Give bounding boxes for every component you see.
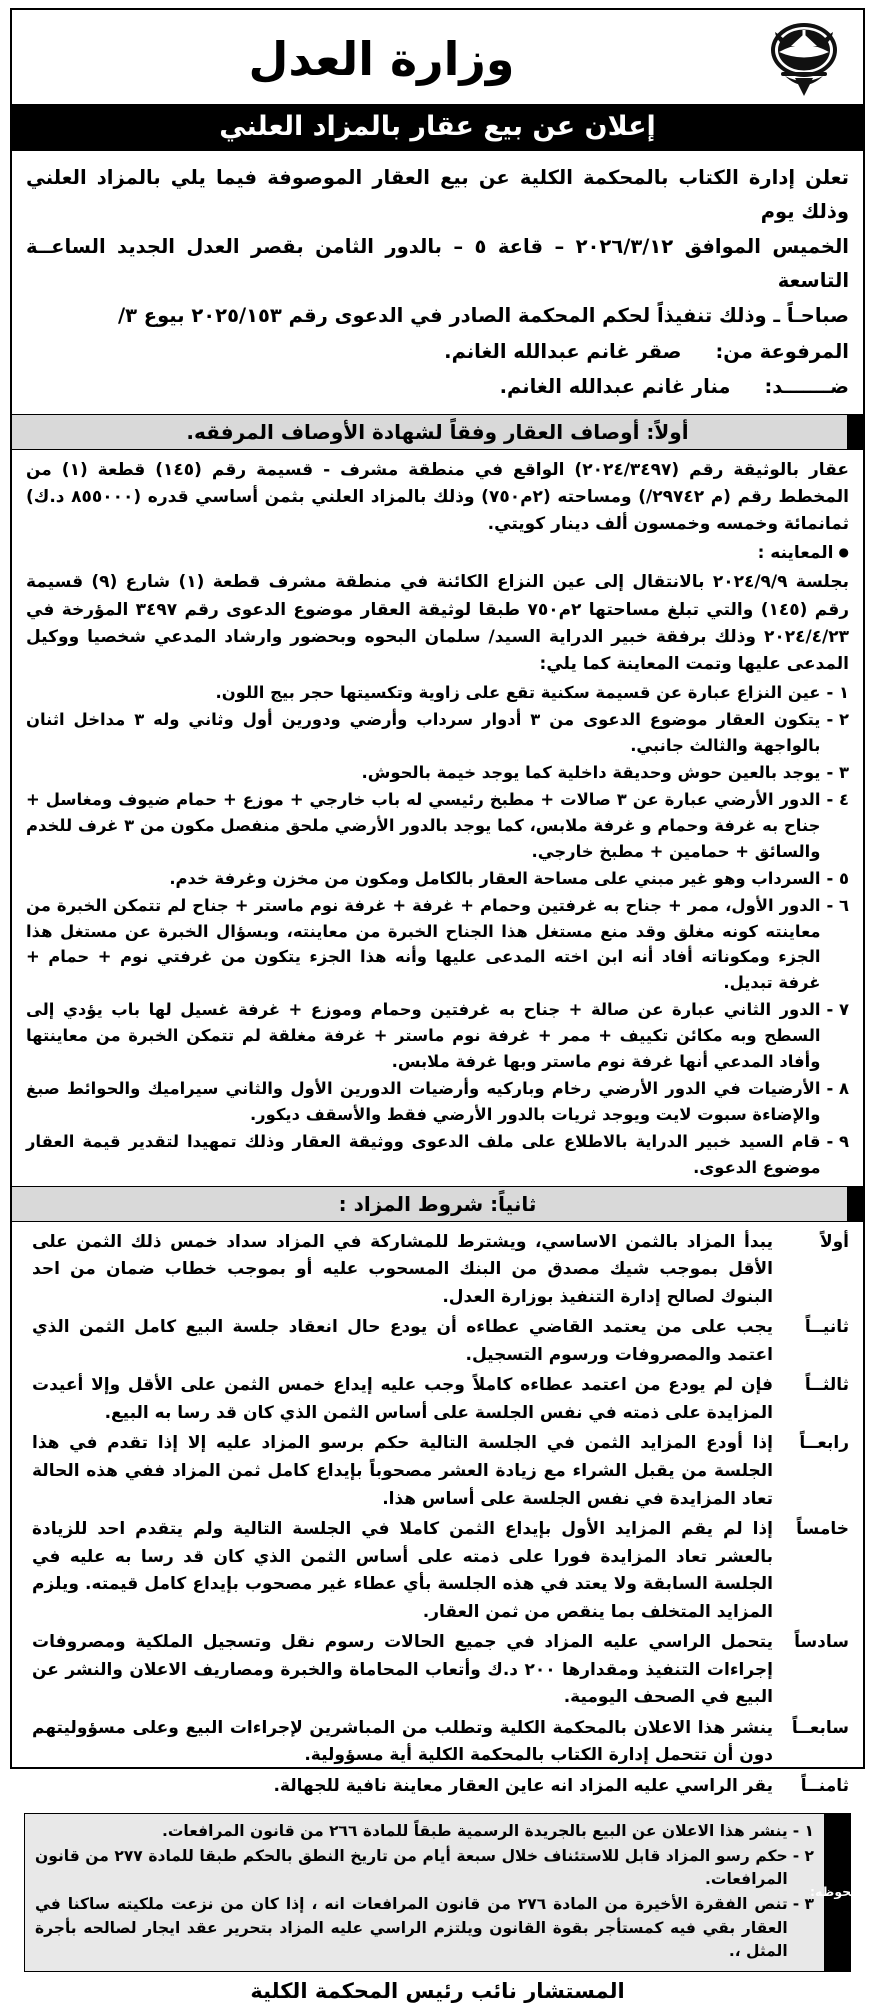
list-item [26,707,849,759]
list-item-text: الأرضيات في الدور الأرضي رخام وباركيه وأرضيات الدورين الأول والثاني سيراميك والحوائط صبغ والإضاءة سبوت لايت ويوجد ثريات بالدور الأرضي فقط والأسقف ديكور. [26,1079,821,1124]
condition-text: يبدأ المزاد بالثمن الاساسي، ويشترط للمشاركة في المزاد سداد خمس ذلك الثمن على الأقل بموجب شيك مصدق من البنك المسحوب عليه أو بموجب خطاب ضمان من احد البنوك لصالح إدارة التنفيذ بوزارة العدل. [32,1231,773,1307]
plaintiff-label: المرفوعة من: [715,339,849,363]
condition-label: سابعــاً [791,1717,849,1738]
condition-label: سادساً [794,1632,849,1653]
condition-item [32,1715,849,1770]
footnote-item [35,1893,814,1964]
list-item-text: يوجد بالعين حوش وحديقة داخلية كما يوجد خيمة بالحوش. [361,762,821,782]
signature-block [12,1972,863,2006]
footnote-side-label: ملحوظه: [824,1814,850,1970]
condition-label: ثالثــاً [804,1375,849,1396]
condition-label: رابعــاً [799,1433,849,1454]
footnote-item [35,1820,814,1844]
list-item [26,680,849,706]
condition-item [32,1314,849,1369]
list-item-number: ٥ - [826,868,849,888]
footnote-text: تنص الفقرة الأخيرة من المادة ٢٧٦ من قانون المرافعات انه ، إذا كان من نزعت ملكيته ساكنا في العقار بقي فيه كمستأجر بقوة القانون ويلتزم الراسي عليه المزاد بتحرير عقد ايجار لصالحه بأجرة المثل ،. [35,1895,788,1961]
condition-item [32,1773,849,1801]
list-item [26,1129,849,1181]
list-item-text: السرداب وهو غير مبني على مساحة العقار بالكامل ومكون من مخزن وغرفة خدم. [169,868,821,888]
condition-item [32,1372,849,1427]
section2-title: ثانياً: شروط المزاد : [338,1191,537,1216]
section-bar-auction-conditions [12,1186,863,1222]
condition-label: خامساً [796,1519,849,1540]
footnote-body [25,1814,824,1970]
list-item [26,866,849,892]
condition-text: يتحمل الراسي عليه المزاد في جميع الحالات رسوم نقل وتسجيل الملكية ومصروفات إجراءات التنفيذ ومقدارها ٢٠٠ د.ك وأتعاب المحاماة والخبرة ومصاريف الاعلان والنشر عن البيع في الصحف اليومية. [32,1632,773,1708]
condition-item [32,1430,849,1513]
condition-text: إذا لم يقم المزايد الأول بإيداع الثمن كاملا في الجلسة التالية ولم يتقدم احد للزيادة بالعشر تعاد المزايدة فورا على ذمته على أساس الثمن الذي كان قد رسا به عليه في الجلسة السابقة ولا يعتد في هذه الجلسة بأي عطاء غير مصحوب بإيداع كامل قيمته. ويلزم المزايد المتخلف بما ينقص من ثمن العقار. [32,1519,773,1622]
condition-label: أولاً [819,1231,849,1252]
footnote-text: ينشر هذا الاعلان عن البيع بالجريدة الرسمية طبقاً للمادة ٢٦٦ من قانون المرافعات. [161,1822,788,1841]
list-item [26,997,849,1075]
condition-text: فإن لم يودع من اعتمد عطاءه كاملاً وجب عليه إيداع خمس الثمن على الأقل وإلا أعيدت المزايدة على ذمته في نفس الجلسة على أساس الثمن الذي كان قد رسا به البيع. [32,1375,773,1423]
intro-line-3: صباحـاً ـ وذلك تنفيذاً لحكم المحكمة الصادر في الدعوى رقم ٢٠٢٥/١٥٣ بيوع ٣/ [117,304,849,328]
footnote-item [35,1845,814,1892]
list-item-text: قام السيد خبير الدراية بالاطلاع على ملف الدعوى ووثيقة العقار وذلك تمهيدا لتقدير قيمة العقار موضوع الدعوى. [26,1131,821,1177]
condition-item [32,1629,849,1712]
signature-line: المستشار نائب رئيس المحكمة الكلية [250,1978,625,2003]
footnote-text: حكم رسو المزاد قابل للاستئناف خلال سبعة أيام من تاريخ النطق بالحكم طبقا للمادة ٢٧٧ من قانون المرافعات. [35,1846,788,1889]
section2-body [12,1222,863,1810]
footnote-number: ٢ - [792,1846,814,1865]
condition-item [32,1516,849,1626]
inspection-paragraph: بجلسة ٢٠٢٤/٩/٩ بالانتقال إلى عين النزاع الكائنة في منطقة مشرف قطعة (١) شارع (٩) قسيمة رقم (١٤٥) والتي تبلغ مساحتها ٢م٧٥٠ طبقا لوثيقة العقار موضوع الدعوى رقم ٣٤٩٧ المؤرخة في ٢٠٢٤/٤/٢٣ وذلك برفقة خبير الدراية السيد/ سلمان البحوه وبحضور وارشاد المدعي شخصيا ووكيل المدعى عليها وتمت المعاينة كما يلي: [26,572,849,675]
list-item-number: ٧ - [826,1000,849,1020]
list-item [26,1076,849,1128]
condition-label: ثامنــاً [800,1775,849,1796]
defendant-label: ضـــــــد: [764,375,849,399]
list-item-text: الدور الثاني عبارة عن صالة + جناح به غرفتين وحمام وموزع + غرفة غسيل لها باب يؤدي إلى السطح وبه مكائن تكييف + ممر + غرفة نوم ماستر + غرفة مغلقة لم تتمكن الخبرة من معاينتها وأفاد المدعي أنها غرفة نوم ماستر وبها غرفة ملابس. [26,1000,821,1072]
condition-text: إذا أودع المزايد الثمن في الجلسة التالية حكم برسو المزاد عليه إلا إذا تقدم في هذا الجلسة من يقبل الشراء مع زيادة العشر مصحوباً بإيداع كامل ثمن المزاد ففي هذه الحالة تعاد المزايدة في نفس الجلسة على أساس هذا. [32,1433,773,1509]
intro-block [12,151,863,414]
list-item-number: ٨ - [826,1079,849,1099]
list-item-text: يتكون العقار موضوع الدعوى من ٣ أدوار سرداب وأرضي ودورين أول وثاني وله ٣ مداخل اثنان بالواجهة والثالث جانبي. [26,710,821,756]
document-header [12,10,863,104]
section-bar-marker [847,415,863,449]
condition-text: يقر الراسي عليه المزاد انه عاين العقار معاينة نافية للجهالة. [273,1775,773,1796]
intro-line-1: تعلن إدارة الكتاب بالمحكمة الكلية عن بيع العقار الموصوفة فيما يلي بالمزاد العلني وذلك يوم [26,166,849,223]
list-item-number: ٤ - [826,789,849,809]
ministry-title: وزارة العدل [248,31,515,86]
footnote-number: ٣ - [792,1895,814,1913]
plaintiff-value: صقر غانم عبدالله الغانم. [444,339,682,363]
intro-line-2: الخميس الموافق ٢٠٢٦/٣/١٢ – قاعة ٥ – بالدور الثامن بقصر العدل الجديد الساعــة التاسعة [26,235,849,292]
list-item-number: ٦ - [826,895,849,915]
footnote-number: ١ - [792,1822,814,1841]
list-item-number: ٣ - [826,762,849,782]
footnote-box [24,1813,865,1971]
condition-text: ينشر هذا الاعلان بالمحكمة الكلية وتطلب من المباشرين لإجراءات البيع وعلى مسؤوليتهم دون أن تتحمل إدارة الكتاب بالمحكمة الكلية أية مسؤولية. [32,1717,773,1766]
list-item-text: عين النزاع عبارة عن قسيمة سكنية تقع على زاوية وتكسيتها حجر بيج اللون. [215,683,821,703]
inspection-label: ● المعاينه : [26,540,849,567]
section1-title: أولاً: أوصاف العقار وفقاً لشهادة الأوصاف المرفقه. [186,419,689,444]
section-bar-property-description [12,414,863,450]
plaintiff-row [26,335,849,369]
kuwait-state-emblem-icon [761,16,847,102]
condition-text: يجب على من يعتمد القاضي عطاءه أن يودع حال انعقاد جلسة البيع كامل الثمن الذي اعتمد والمصروفات ورسوم التسجيل. [32,1317,773,1365]
list-item [26,760,849,786]
list-item-number: ١ - [826,683,849,703]
defendant-value: منار غانم عبدالله الغانم. [499,375,731,399]
document-sheet [10,8,865,2003]
list-item [26,893,849,997]
list-item-number: ٢ - [826,710,849,730]
announcement-banner-title: إعلان عن بيع عقار بالمزاد العلني [12,104,863,151]
section-bar-marker [847,1187,863,1221]
condition-label: ثانيــاً [804,1317,849,1338]
list-item-text: الدور الأول، ممر + جناح به غرفتين وحمام + غرفة + غرفة نوم ماستر + جناح لم تتمكن الخبرة من معاينته كونه مغلق وقد منع مستغل هذا الجناح الخبرة من معاينته، وبسؤال الخبرة عن مستغل هذا الجزء ومكوناته أفاد أنه ابن اخته المدعى عليها وأنه هذا الجزء يتكون من غرفتي نوم + حمام + غرفة تبديل. [26,895,821,993]
list-item [26,787,849,865]
defendant-row [26,370,849,404]
property-deed-paragraph: عقار بالوثيقة رقم (٢٠٢٤/٣٤٩٧) الواقع في منطقة مشرف - قسيمة رقم (١٤٥) قطعة (١) من المخطط رقم (م ٢٩٧٤٢/) ومساحته (٢م٧٥٠) وذلك بالمزاد العلني بثمن أساسي قدره (٨٥٥٠٠٠ د.ك) ثمانمائة وخمسه وخمسون ألف دينار كويتي. [26,459,850,535]
list-item-text: الدور الأرضي عبارة عن ٣ صالات + مطبخ رئيسي له باب خارجي + موزع + حمام ضيوف ومغاسل + جناح به غرفة وحمام و غرفة ملابس، كما يوجد بالدور الأرضي ملحق منفصل مكون من ٣ غرف للخدم والسائق + حمامين + مطبخ خارجي. [26,789,821,861]
list-item-number: ٩ - [826,1131,849,1151]
section1-body [12,450,863,1186]
condition-item [32,1229,849,1312]
